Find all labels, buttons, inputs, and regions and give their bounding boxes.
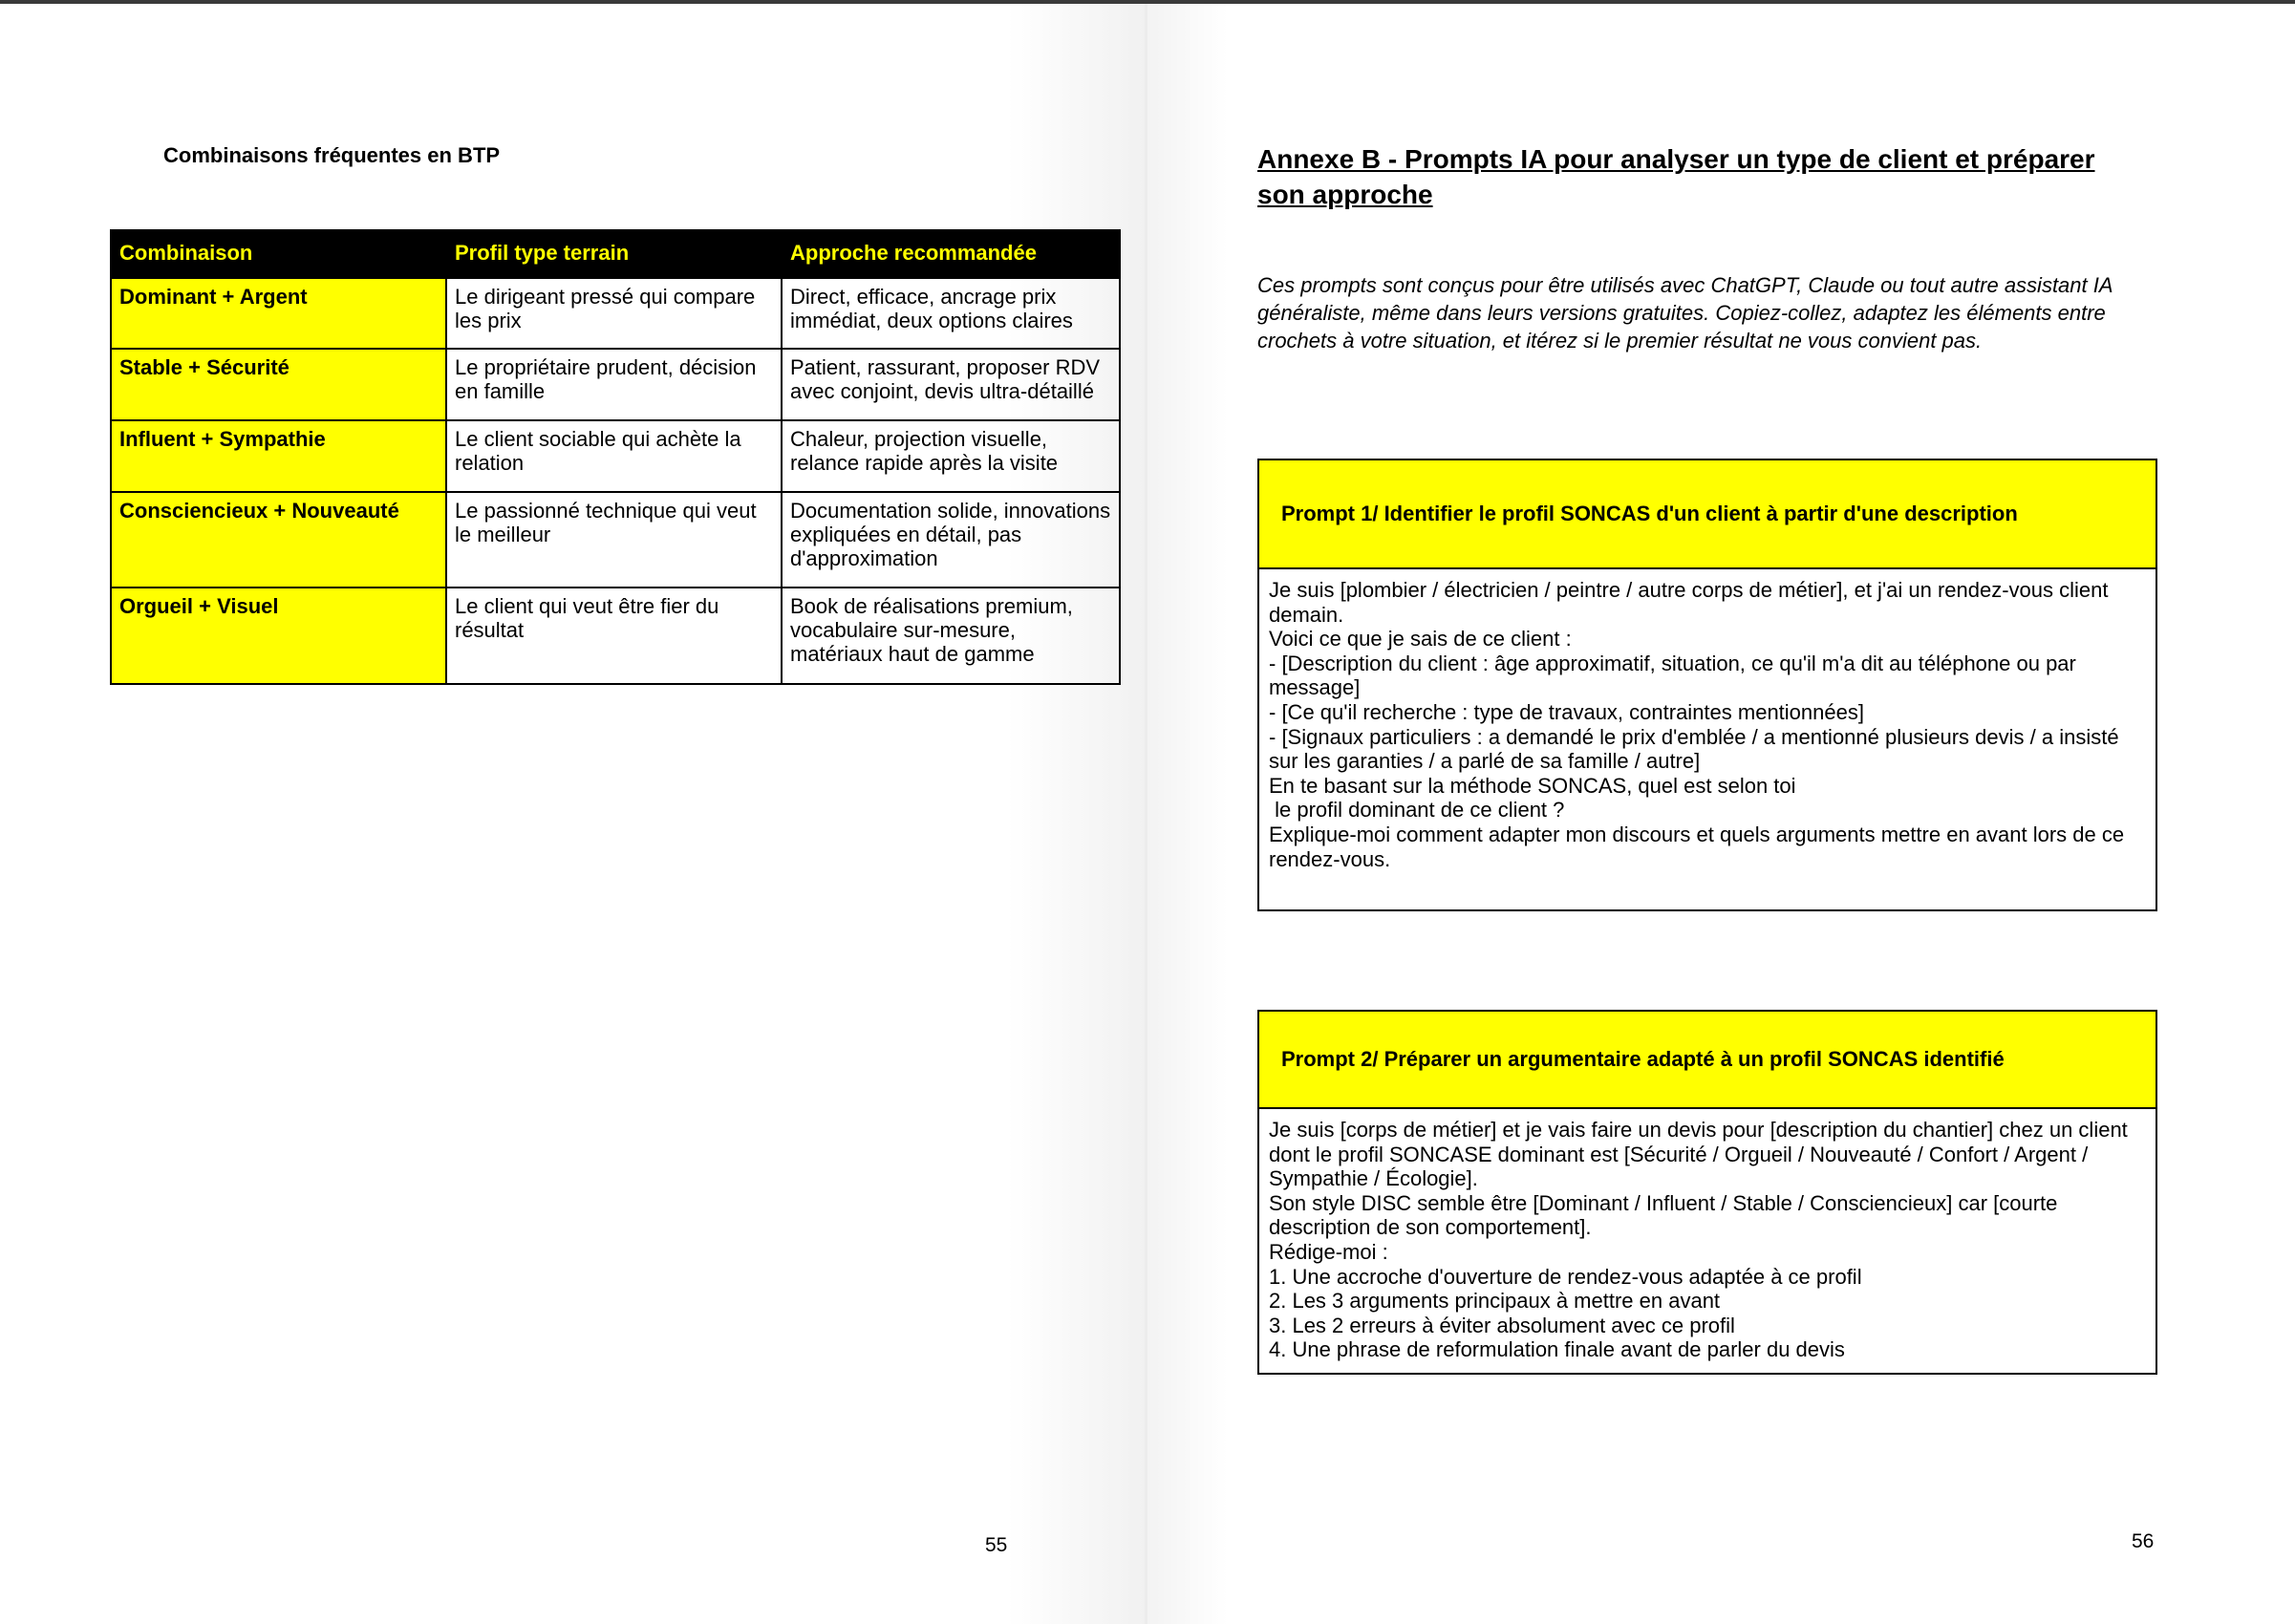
table-row <box>111 492 1120 588</box>
prompt-line: le profil dominant de ce client ? <box>1269 798 1565 823</box>
prompt-line: Voici ce que je sais de ce client : <box>1269 627 1572 652</box>
table-row <box>111 278 1120 349</box>
approach-cell: Patient, rassurant, proposer RDV avec conjoint, devis ultra-détaillé <box>782 349 1120 420</box>
prompt-2-body <box>1259 1109 2156 1362</box>
combination-cell: Stable + Sécurité <box>111 349 446 420</box>
prompt-2-title: Prompt 2/ Préparer un argumentaire adapté à un profil SONCAS identifié <box>1259 1012 2156 1109</box>
table-row <box>111 349 1120 420</box>
table-header-row <box>111 230 1120 278</box>
prompt-line: Je suis [plombier / électricien / peintre / autre corps de métier], et j'ai un rendez-vous client demain. <box>1269 578 2109 627</box>
prompt-line: Explique-moi comment adapter mon discours et quels arguments mettre en avant lors de ce rendez-vous. <box>1269 822 2125 871</box>
prompt-line: - [Ce qu'il recherche : type de travaux, contraintes mentionnées] <box>1269 699 1864 724</box>
annex-title: Annexe B - Prompts IA pour analyser un type de client et préparer son approche <box>1257 144 2095 209</box>
prompt-line: - [Description du client : âge approximatif, situation, ce qu'il m'a dit au téléphone ou par message] <box>1269 651 2076 700</box>
page-number: 55 <box>985 1534 1008 1556</box>
profile-cell: Le client qui veut être fier du résultat <box>446 588 782 684</box>
prompt-line: En te basant sur la méthode SONCAS, quel est selon toi <box>1269 773 1796 798</box>
prompt-1-box <box>1257 459 2157 911</box>
prompt-line: Son style DISC semble être [Dominant / Influent / Stable / Consciencieux] car [courte description de son comportement]. <box>1269 1190 2058 1240</box>
combination-cell: Dominant + Argent <box>111 278 446 349</box>
header-combinaison: Combinaison <box>111 230 446 278</box>
approach-cell: Chaleur, projection visuelle, relance rapide après la visite <box>782 420 1120 492</box>
header-approche: Approche recommandée <box>782 230 1120 278</box>
prompt-1-body <box>1259 569 2156 871</box>
approach-cell: Direct, efficace, ancrage prix immédiat, deux options claires <box>782 278 1120 349</box>
prompt-line: - [Signaux particuliers : a demandé le prix d'emblée / a mentionné plusieurs devis / a insisté sur les garanties / a parlé de sa famille / autre] <box>1269 724 2119 774</box>
prompt-line: 1. Une accroche d'ouverture de rendez-vous adaptée à ce profil <box>1269 1264 1862 1289</box>
table-row <box>111 588 1120 684</box>
prompt-line: 2. Les 3 arguments principaux à mettre en avant <box>1269 1289 1721 1314</box>
combinations-table <box>110 229 1121 685</box>
intro-paragraph: Ces prompts sont conçus pour être utilisés avec ChatGPT, Claude ou tout autre assistant IA généraliste, même dans leurs versions gratuites. Copiez-collez, adaptez les éléments entre crochets à votre situation, et itérez si le premier résultat ne vous convient pas. <box>1257 273 2113 353</box>
profile-cell: Le client sociable qui achète la relation <box>446 420 782 492</box>
page-55 <box>0 4 1145 1624</box>
profile-cell: Le dirigeant pressé qui compare les prix <box>446 278 782 349</box>
prompt-line: Je suis [corps de métier] et je vais faire un devis pour [description du chantier] chez un client dont le profil SONCASE dominant est [Sécurité / Orgueil / Nouveauté / Confort / Argent / Sympathie / Écologie]. <box>1269 1118 2128 1191</box>
prompt-line: Rédige-moi : <box>1269 1239 1388 1264</box>
combination-cell: Consciencieux + Nouveauté <box>111 492 446 588</box>
prompt-1-title: Prompt 1/ Identifier le profil SONCAS d'un client à partir d'une description <box>1259 460 2156 569</box>
prompt-line: 3. Les 2 erreurs à éviter absolument avec ce profil <box>1269 1313 1735 1337</box>
profile-cell: Le propriétaire prudent, décision en famille <box>446 349 782 420</box>
section-title: Combinaisons fréquentes en BTP <box>163 143 501 167</box>
combination-cell: Orgueil + Visuel <box>111 588 446 684</box>
prompt-line: 4. Une phrase de reformulation finale avant de parler du devis <box>1269 1337 1845 1362</box>
header-profil: Profil type terrain <box>446 230 782 278</box>
approach-cell: Book de réalisations premium, vocabulaire sur-mesure, matériaux haut de gamme <box>782 588 1120 684</box>
page-number: 56 <box>2132 1530 2155 1552</box>
prompt-2-box <box>1257 1010 2157 1375</box>
combination-cell: Influent + Sympathie <box>111 420 446 492</box>
profile-cell: Le passionné technique qui veut le meilleur <box>446 492 782 588</box>
approach-cell: Documentation solide, innovations expliquées en détail, pas d'approximation <box>782 492 1120 588</box>
table-row <box>111 420 1120 492</box>
